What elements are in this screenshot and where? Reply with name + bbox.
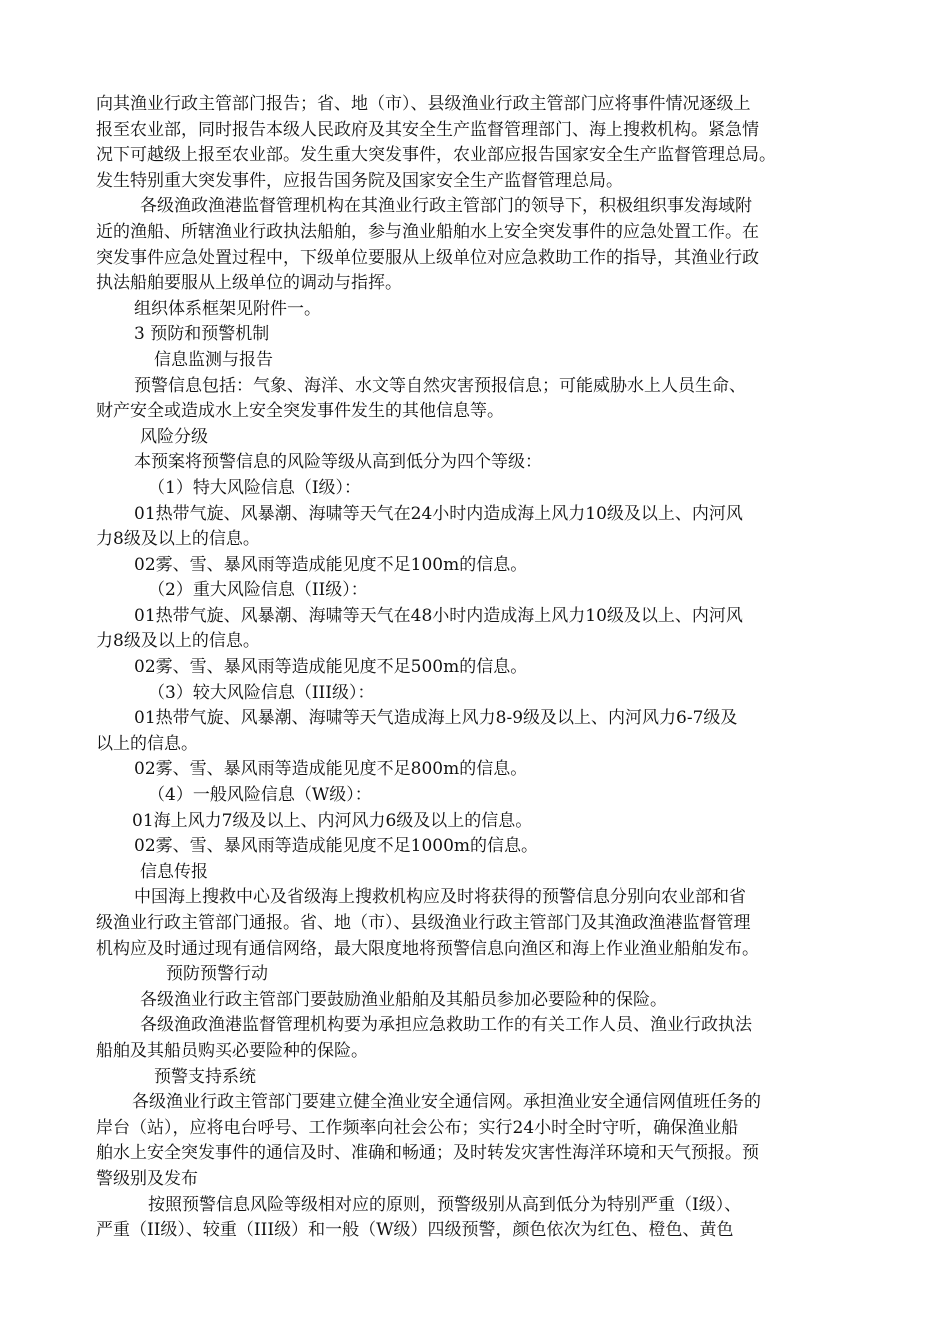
text-line: 警级别及发布 [96, 1168, 198, 1189]
text-line: 财产安全或造成水上安全突发事件发生的其他信息等。 [96, 401, 504, 422]
text-line: 按照预警信息风险等级相对应的原则，预警级别从高到低分为特别严重（Ⅰ级）、 [148, 1194, 742, 1215]
section-heading: 3 预防和预警机制 [134, 324, 270, 345]
text-line: 级渔业行政主管部门通报。省、地（市）、县级渔业行政主管部门及其渔政渔港监督管理 [96, 913, 751, 933]
text-line: 报至农业部，同时报告本级人民政府及其安全生产监督管理部门、海上搜救机构。紧急情 [96, 119, 759, 140]
text-line: 近的渔船、所辖渔业行政执法船舶，参与渔业船舶水上安全突发事件的应急处置工作。在 [96, 221, 759, 242]
text-line: 各级渔政渔港监督管理机构在其渔业行政主管部门的领导下，积极组织事发海域附 [140, 196, 752, 217]
text-line: 舶水上安全突发事件的通信及时、准确和畅通；及时转发灾害性海洋环境和天气预报。预 [96, 1143, 759, 1164]
text-line: 船舶及其船员购买必要险种的保险。 [96, 1040, 368, 1061]
text-line: 组织体系框架见附件一。 [134, 298, 321, 319]
subsection-heading: 风险分级 [140, 426, 208, 447]
subsection-heading: 信息监测与报告 [154, 349, 273, 370]
text-line: 本预案将预警信息的风险等级从高到低分为四个等级： [134, 452, 542, 473]
text-line: 岸台（站），应将电台呼号、工作频率向社会公布；实行24小时全时守听，确保渔业船 [96, 1117, 739, 1138]
text-line: 各级渔政渔港监督管理机构要为承担应急救助工作的有关工作人员、渔业行政执法 [140, 1015, 752, 1036]
list-heading: （4）一般风险信息（W级）： [148, 785, 372, 806]
subsection-heading: 预防预警行动 [166, 964, 268, 985]
text-line: 01热带气旋、风暴潮、海啸等天气在48小时内造成海上风力10级及以上、内河风 [134, 605, 743, 626]
subsection-heading: 预警支持系统 [154, 1066, 256, 1087]
text-line: 以上的信息。 [96, 733, 198, 754]
text-line: 02雾、雪、暴风雨等造成能见度不足1000m的信息。 [134, 836, 539, 857]
text-line: 力8级及以上的信息。 [96, 529, 260, 550]
text-line: 02雾、雪、暴风雨等造成能见度不足800m的信息。 [134, 759, 528, 780]
list-heading: （1）特大风险信息（Ⅰ级）： [148, 477, 362, 498]
list-heading: （2）重大风险信息（II级）： [148, 580, 368, 601]
text-line: 突发事件应急处置过程中，下级单位要服从上级单位对应急救助工作的指导，其渔业行政 [96, 247, 759, 268]
text-line: 01热带气旋、风暴潮、海啸等天气在24小时内造成海上风力10级及以上、内河风 [134, 503, 743, 524]
text-line: 向其渔业行政主管部门报告；省、地（市）、县级渔业行政主管部门应将事件情况逐级上 [96, 94, 751, 114]
text-line: 预警信息包括：气象、海洋、水文等自然灾害预报信息；可能威胁水上人员生命、 [134, 375, 746, 396]
text-line: 严重（II级）、较重（III级）和一般（W级）四级预警，颜色依次为红色、橙色、黄色 [96, 1220, 734, 1241]
text-line: 02雾、雪、暴风雨等造成能见度不足500m的信息。 [134, 657, 528, 678]
text-line: 01海上风力7级及以上、内河风力6级及以上的信息。 [132, 810, 533, 831]
text-line: 执法船舶要服从上级单位的调动与指挥。 [96, 273, 402, 294]
document-page [96, 92, 856, 1244]
text-line: 力8级及以上的信息。 [96, 631, 260, 652]
text-line: 况下可越级上报至农业部。发生重大突发事件，农业部应报告国家安全生产监督管理总局。 [96, 145, 776, 166]
text-line: 机构应及时通过现有通信网络，最大限度地将预警信息向渔区和海上作业渔业船舶发布。 [96, 938, 759, 959]
text-line: 各级渔业行政主管部门要建立健全渔业安全通信网。承担渔业安全通信网值班任务的 [132, 1092, 761, 1113]
text-line: 中国海上搜救中心及省级海上搜救机构应及时将获得的预警信息分别向农业部和省 [134, 887, 746, 908]
text-line: 发生特别重大突发事件，应报告国务院及国家安全生产监督管理总局。 [96, 170, 623, 191]
text-line: 各级渔业行政主管部门要鼓励渔业船舶及其船员参加必要险种的保险。 [140, 989, 667, 1010]
text-line: 02雾、雪、暴风雨等造成能见度不足100m的信息。 [134, 554, 528, 575]
subsection-heading: 信息传报 [140, 861, 208, 882]
list-heading: （3）较大风险信息（III级）： [148, 682, 375, 703]
text-line: 01热带气旋、风暴潮、海啸等天气造成海上风力8-9级及以上、内河风力6-7级及 [134, 708, 738, 729]
